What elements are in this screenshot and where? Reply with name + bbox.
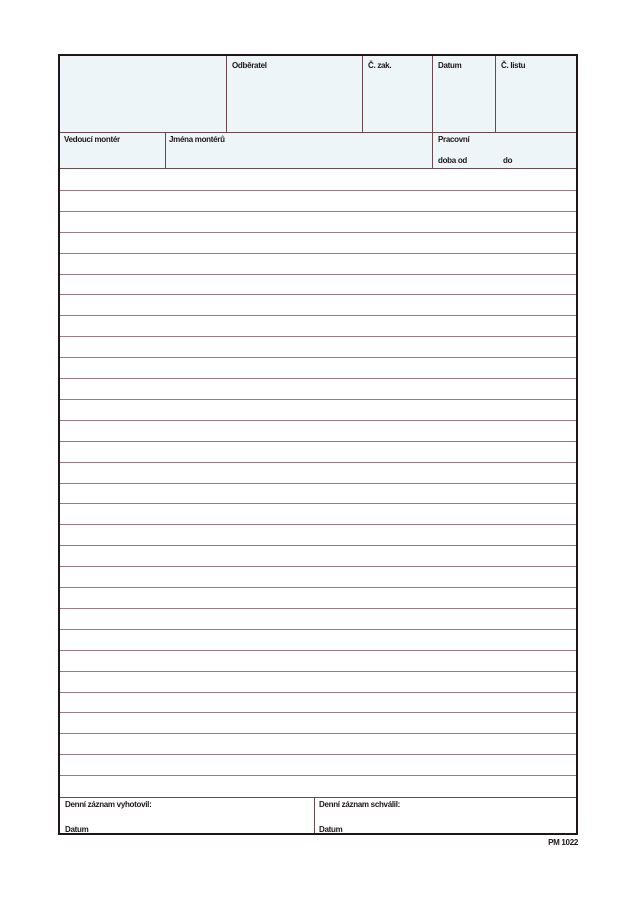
- working-time-label: Pracovní: [438, 135, 470, 144]
- writing-line: [60, 483, 576, 484]
- prepared-date-label: Datum: [65, 825, 89, 834]
- date-label: Datum: [438, 61, 462, 70]
- writing-line: [60, 357, 576, 358]
- writing-line: [60, 754, 576, 755]
- writing-line: [60, 441, 576, 442]
- writing-line: [60, 232, 576, 233]
- approved-by-label: Denní záznam schválil:: [319, 800, 400, 809]
- writing-line: [60, 503, 576, 504]
- writing-line: [60, 650, 576, 651]
- writing-line: [60, 315, 576, 316]
- writing-line: [60, 608, 576, 609]
- fitter-names-label: Jména montérů: [169, 135, 225, 144]
- sheet-number-label: Č. listu: [501, 61, 526, 70]
- writing-line: [60, 253, 576, 254]
- footer-section: [60, 798, 576, 833]
- writing-line: [60, 190, 576, 191]
- writing-line: [60, 378, 576, 379]
- writing-line: [60, 524, 576, 525]
- sheet-number-cell[interactable]: [495, 56, 576, 132]
- writing-line: [60, 274, 576, 275]
- prepared-by-label: Denní záznam vyhotovil:: [65, 800, 152, 809]
- writing-line: [60, 545, 576, 546]
- prepared-by-cell[interactable]: [60, 798, 314, 833]
- lead-fitter-label: Vedoucí montér: [64, 135, 120, 144]
- date-cell[interactable]: [432, 56, 495, 132]
- writing-line: [60, 462, 576, 463]
- time-to-label: do: [503, 156, 513, 165]
- writing-line: [60, 566, 576, 567]
- working-time-cell[interactable]: [432, 133, 576, 168]
- header-blank-cell[interactable]: [60, 56, 226, 132]
- ruled-writing-area[interactable]: [60, 169, 576, 797]
- writing-line: [60, 775, 576, 776]
- writing-line: [60, 629, 576, 630]
- workers-section: [60, 133, 576, 168]
- approved-date-label: Datum: [319, 825, 343, 834]
- writing-line: [60, 671, 576, 672]
- time-from-label: doba od: [438, 156, 468, 165]
- writing-line: [60, 712, 576, 713]
- form-code: PM 1022: [548, 838, 578, 847]
- writing-line: [60, 294, 576, 295]
- writing-line: [60, 399, 576, 400]
- order-number-label: Č. zak.: [368, 61, 392, 70]
- order-number-cell[interactable]: [362, 56, 432, 132]
- customer-cell[interactable]: [226, 56, 362, 132]
- header-section: [60, 56, 576, 132]
- writing-line: [60, 336, 576, 337]
- daily-record-form: [58, 54, 578, 835]
- writing-line: [60, 587, 576, 588]
- writing-line: [60, 420, 576, 421]
- approved-by-cell[interactable]: [314, 798, 576, 833]
- lead-fitter-cell[interactable]: [60, 133, 165, 168]
- fitter-names-cell[interactable]: [165, 133, 432, 168]
- customer-label: Odběratel: [232, 61, 267, 70]
- writing-line: [60, 211, 576, 212]
- writing-line: [60, 733, 576, 734]
- writing-line: [60, 692, 576, 693]
